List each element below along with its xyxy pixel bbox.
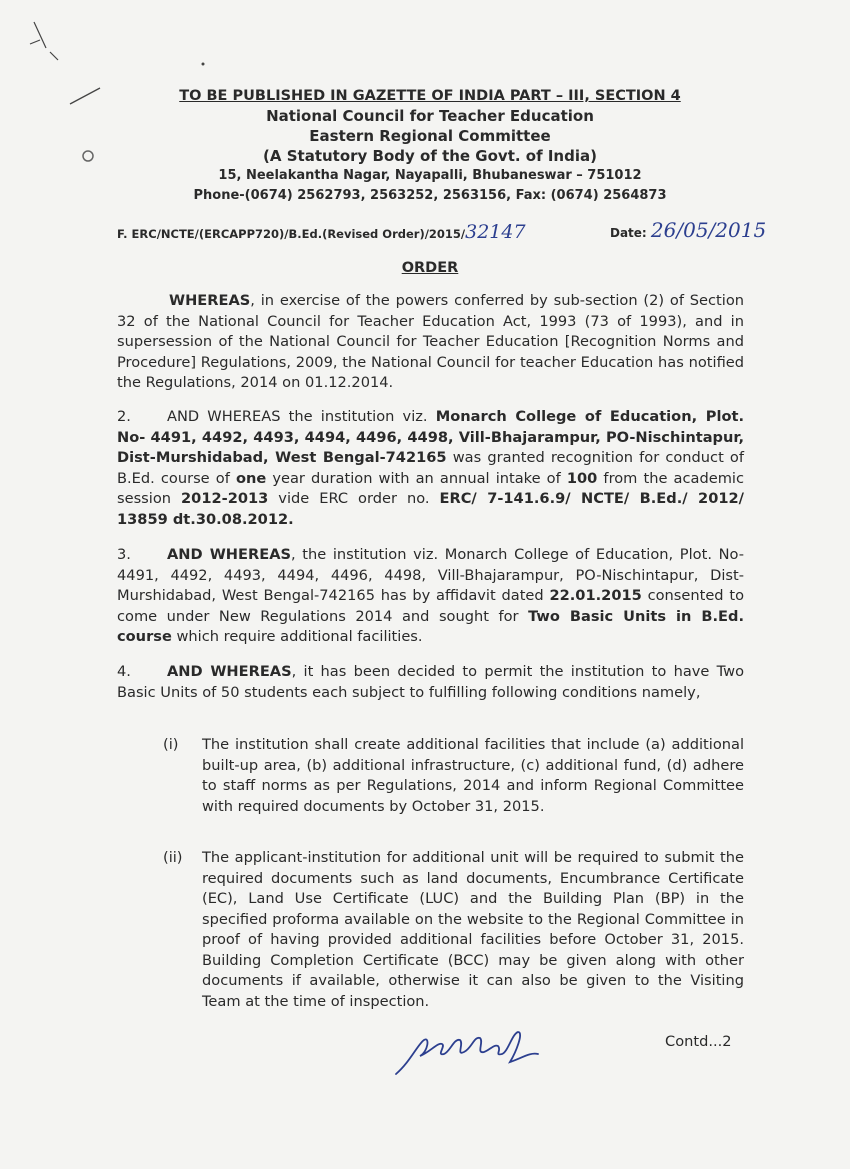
paragraph-2 bbox=[117, 407, 744, 530]
para3-lead: AND WHEREAS bbox=[167, 546, 291, 563]
statutory-line: (A Statutory Body of the Govt. of India) bbox=[263, 147, 597, 165]
units-sought: Two Basic Units in B.Ed. course bbox=[117, 607, 744, 645]
para2-text-4: from the academic session bbox=[117, 469, 744, 507]
handwritten-signature bbox=[390, 1022, 550, 1082]
file-reference bbox=[117, 221, 526, 243]
address-line: 15, Neelakantha Nagar, Nayapalli, Bhubaneswar – 751012 bbox=[218, 168, 642, 183]
para3-text-2: consented to come under New Regulations 2014 and sought for bbox=[117, 587, 744, 625]
handwritten-date: 26/05/2015 bbox=[650, 218, 767, 242]
para2-text-2: was granted recognition for conduct of B.Ed. course of bbox=[117, 449, 744, 487]
institution-name: Monarch College of Education, Plot. No- 4491, 4492, 4493, 4494, 4496, 4498, Vill-Bhajarampur, PO-Nischintapur, Dist-Murshidabad, West Bengal-742165 bbox=[117, 408, 744, 466]
condition-text: The applicant-institution for additional unit will be required to submit the required documents such as land documents, Encumbrance Certificate (EC), Land Use Certificate (LUC) and the Building Plan (BP) in the specified proforma available on the website to the Regional Committee in proof of having provided additional facilities before October 31, 2015. Building Completion Certificate (BCC) may be given along with other documents if available, otherwise it can also be given to the Visiting Team at the time of inspection. bbox=[202, 849, 744, 1010]
date-line bbox=[610, 218, 766, 242]
academic-session: 2012-2013 bbox=[181, 490, 269, 507]
para1-text: , in exercise of the powers conferred by sub-section (2) of Section 32 of the National Council for Teacher Education Act, 1993 (73 of 1993), and in supersession of the National Council for Teacher Education [Recognition Norms and Procedure] Regulations, 2009, the National Council for teacher Education has notified the Regulations, 2014 on 01.12.2014. bbox=[117, 292, 744, 391]
annual-intake: 100 bbox=[566, 469, 598, 487]
para3-number: 3. bbox=[117, 546, 131, 563]
dot-mark bbox=[202, 63, 205, 66]
date-label: Date: bbox=[610, 226, 647, 240]
para4-number: 4. bbox=[117, 663, 131, 680]
course-duration: one bbox=[235, 469, 267, 487]
paragraph-3 bbox=[117, 545, 744, 648]
phone-line: Phone-(0674) 2562793, 2563252, 2563156, Fax: (0674) 2564873 bbox=[193, 188, 667, 203]
condition-text: The institution shall create additional facilities that include (a) additional built-up area, (b) additional infrastructure, (c) additional fund, (d) adhere to staff norms as per Regulations, 2014 and inform Regional Committee with required documents by October 31, 2015. bbox=[202, 736, 744, 815]
committee-name: Eastern Regional Committee bbox=[309, 127, 551, 145]
erc-order-number: ERC/ 7-141.6.9/ NCTE/ B.Ed./ 2012/ 13859 dt.30.08.2012. bbox=[117, 490, 744, 528]
para2-text-3: year duration with an annual intake of bbox=[266, 469, 567, 487]
para2-text-5: vide ERC order no. bbox=[268, 490, 440, 507]
gazette-line: TO BE PUBLISHED IN GAZETTE OF INDIA PART – III, SECTION 4 bbox=[179, 88, 681, 104]
affidavit-date: 22.01.2015 bbox=[549, 587, 642, 604]
paragraph-1 bbox=[117, 291, 744, 394]
condition-item bbox=[163, 848, 744, 1012]
signature-stroke bbox=[396, 1032, 538, 1074]
para2-number: 2. bbox=[117, 408, 131, 425]
condition-numeral: (ii) bbox=[163, 849, 183, 866]
condition-item bbox=[163, 735, 744, 817]
file-number: F. ERC/NCTE/(ERCAPP720)/B.Ed.(Revised Order)/2015/ bbox=[117, 227, 466, 241]
order-title: ORDER bbox=[401, 260, 459, 276]
para4-text: , it has been decided to permit the institution to have Two Basic Units of 50 students each subject to fulfilling following conditions namely, bbox=[117, 663, 745, 701]
handwritten-dispatch-number: 32147 bbox=[465, 221, 526, 243]
para1-lead: WHEREAS bbox=[169, 292, 251, 309]
paragraph-4 bbox=[117, 662, 744, 703]
letterhead bbox=[0, 86, 850, 206]
org-name: National Council for Teacher Education bbox=[266, 107, 594, 125]
para3-text-3: which require additional facilities. bbox=[171, 628, 423, 645]
condition-numeral: (i) bbox=[163, 736, 179, 753]
para3-text-1: , the institution viz. Monarch College of Education, Plot. No- 4491, 4492, 4493, 4494, 4496, 4498, Vill-Bhajarampur, PO-Nischintapur, Dist-Murshidabad, West Bengal-742165 has by affidavit dated bbox=[117, 546, 744, 604]
para4-lead: AND WHEREAS bbox=[167, 663, 292, 680]
para2-text-1: AND WHEREAS the institution viz. bbox=[167, 408, 436, 425]
corner-scribble bbox=[30, 22, 58, 60]
continued-note: Contd...2 bbox=[665, 1033, 732, 1050]
